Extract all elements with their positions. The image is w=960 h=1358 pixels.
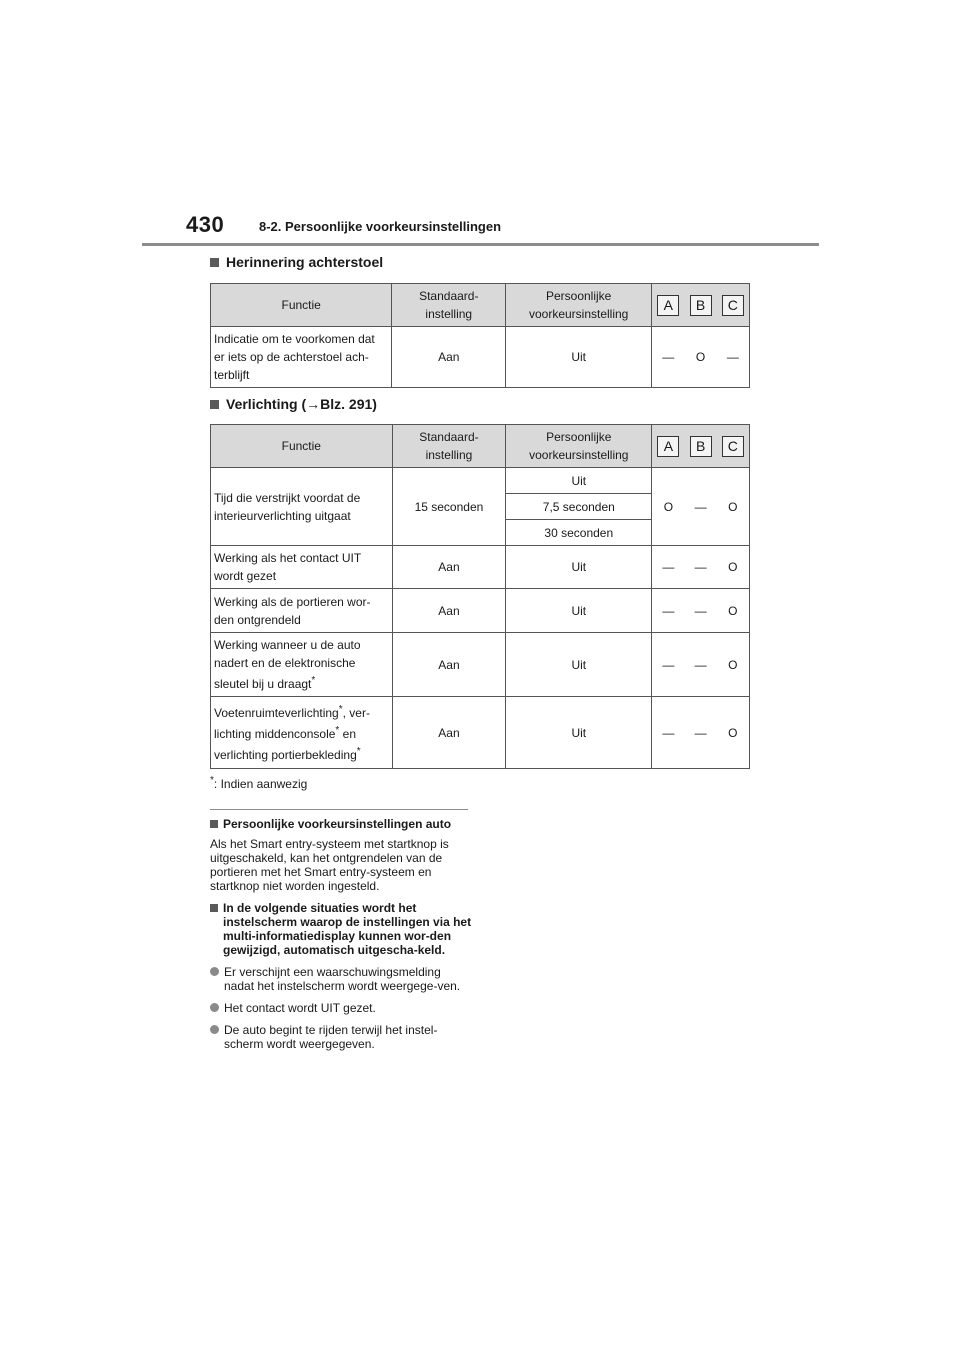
bullet-dot-icon bbox=[210, 1025, 219, 1034]
footnote-marker: * bbox=[311, 675, 316, 686]
col-persoonlijk: Persoonlijke voorkeursinstelling bbox=[506, 425, 652, 468]
square-bullet-icon bbox=[210, 258, 219, 267]
custom-cell: Uit bbox=[506, 697, 652, 769]
box-c: C bbox=[722, 436, 744, 457]
table-row bbox=[211, 633, 750, 697]
footnote-marker: * bbox=[338, 704, 343, 715]
b-value: — bbox=[694, 603, 707, 618]
a-value: — bbox=[662, 603, 675, 618]
abc-cell bbox=[652, 546, 750, 589]
table-header-row bbox=[211, 425, 750, 468]
section-path: 8-2. Persoonlijke voorkeursinstellingen bbox=[259, 219, 502, 234]
a-value: — bbox=[662, 657, 675, 672]
default-cell: Aan bbox=[392, 546, 506, 589]
square-bullet-icon bbox=[210, 400, 219, 409]
c-value: O bbox=[728, 657, 738, 672]
a-value: — bbox=[662, 350, 675, 364]
function-text: , ver-lichting middenconsole bbox=[214, 706, 370, 741]
c-value: O bbox=[728, 560, 738, 574]
list-item bbox=[210, 1023, 472, 1051]
box-a: A bbox=[657, 295, 679, 316]
section-heading-lighting bbox=[210, 396, 377, 412]
bullet-dot-icon bbox=[210, 1003, 219, 1012]
list-item-text: Er verschijnt een waarschuwingsmelding nadat het instelscherm wordt weergege-ven. bbox=[224, 965, 461, 993]
table-row bbox=[211, 327, 750, 388]
c-value: O bbox=[728, 499, 738, 514]
col-standaard: Standaard-instelling bbox=[392, 284, 506, 327]
function-text: en verlichting portierbekleding bbox=[214, 727, 357, 762]
default-cell: Aan bbox=[392, 327, 506, 388]
function-cell: Werking als het contact UIT wordt gezet bbox=[211, 546, 393, 589]
table-row bbox=[211, 697, 750, 769]
page-number: 430 bbox=[186, 212, 225, 237]
custom-cell: Uit bbox=[506, 327, 652, 388]
list-item bbox=[210, 1001, 472, 1015]
custom-cell: Uit bbox=[506, 589, 652, 633]
col-persoonlijk: Persoonlijke voorkeursinstelling bbox=[506, 284, 652, 327]
col-functie: Functie bbox=[211, 284, 392, 327]
default-cell: 15 seconden bbox=[392, 468, 506, 546]
default-cell: Aan bbox=[392, 633, 506, 697]
rear-seat-table bbox=[210, 283, 750, 388]
custom-cell: 7,5 seconden bbox=[506, 494, 652, 520]
custom-cell: 30 seconden bbox=[506, 520, 652, 546]
col-standaard: Standaard-instelling bbox=[392, 425, 506, 468]
default-cell: Aan bbox=[392, 697, 506, 769]
default-cell: Aan bbox=[392, 589, 506, 633]
abc-cell bbox=[652, 589, 750, 633]
heading-text: Verlichting (→Blz. 291) bbox=[226, 396, 377, 412]
custom-cell: Uit bbox=[506, 633, 652, 697]
footnote-marker: * bbox=[335, 725, 340, 736]
a-value: O bbox=[663, 499, 674, 514]
custom-cell: Uit bbox=[506, 468, 652, 494]
list-item-text: De auto begint te rijden terwijl het instel-scherm wordt weergegeven. bbox=[224, 1023, 438, 1051]
heading-text: Herinnering achterstoel bbox=[226, 254, 384, 270]
footnote-marker: * bbox=[210, 775, 214, 786]
table-row bbox=[211, 589, 750, 633]
lighting-table bbox=[210, 424, 750, 769]
b-value: — bbox=[694, 725, 707, 740]
footnote bbox=[210, 775, 307, 791]
function-text: Werking wanneer u de auto nadert en de elektronische sleutel bij u draagt bbox=[214, 638, 361, 691]
custom-cell: Uit bbox=[506, 546, 652, 589]
function-cell bbox=[211, 633, 393, 697]
table-row bbox=[211, 546, 750, 589]
box-b: B bbox=[690, 295, 712, 316]
notes-heading bbox=[210, 817, 472, 831]
notes-paragraph: Als het Smart entry-systeem met startknop is uitgeschakeld, kan het ontgrendelen van de portieren met het Smart entry-systeem en startknop niet worden ingesteld. bbox=[210, 837, 449, 893]
function-cell bbox=[211, 697, 393, 769]
c-value: O bbox=[728, 725, 738, 740]
abc-cell bbox=[652, 327, 750, 388]
function-text: Voetenruimteverlichting bbox=[214, 706, 339, 720]
col-abc bbox=[652, 425, 750, 468]
section-heading-rear-seat bbox=[210, 254, 383, 270]
function-cell: Indicatie om te voorkomen dat er iets op de achterstoel ach-terblijft bbox=[211, 327, 392, 388]
list-item-text: Het contact wordt UIT gezet. bbox=[224, 1001, 376, 1015]
table-header-row bbox=[211, 284, 750, 327]
square-bullet-icon bbox=[210, 904, 218, 912]
a-value: — bbox=[662, 560, 675, 574]
function-cell: Tijd die verstrijkt voordat de interieurverlichting uitgaat bbox=[211, 468, 393, 546]
c-value: O bbox=[728, 603, 738, 618]
b-value: O bbox=[695, 350, 706, 364]
square-bullet-icon bbox=[210, 820, 218, 828]
c-value: — bbox=[726, 350, 739, 364]
header-rule bbox=[142, 243, 819, 246]
notes-block bbox=[210, 817, 472, 1051]
abc-cell bbox=[652, 697, 750, 769]
notes-heading bbox=[210, 901, 472, 957]
notes-heading-text: Persoonlijke voorkeursinstellingen auto bbox=[223, 817, 452, 831]
col-abc bbox=[652, 284, 750, 327]
b-value: — bbox=[694, 657, 707, 672]
list-item bbox=[210, 965, 472, 993]
notes-rule bbox=[210, 809, 468, 810]
box-a: A bbox=[657, 436, 679, 457]
b-value: — bbox=[694, 560, 707, 574]
footnote-text: : Indien aanwezig bbox=[213, 777, 308, 791]
abc-cell bbox=[652, 633, 750, 697]
table-row bbox=[211, 468, 750, 494]
col-functie: Functie bbox=[211, 425, 393, 468]
footnote-marker: * bbox=[356, 746, 361, 757]
b-value: — bbox=[694, 499, 707, 514]
abc-cell bbox=[652, 468, 750, 546]
function-cell: Werking als de portieren wor-den ontgrendeld bbox=[211, 589, 393, 633]
notes-heading-text: In de volgende situaties wordt het instelscherm waarop de instellingen via het multi-informatiedisplay kunnen wor-den gewijzigd, automatisch uitgescha-keld. bbox=[223, 901, 472, 957]
bullet-dot-icon bbox=[210, 967, 219, 976]
a-value: — bbox=[662, 725, 675, 740]
box-c: C bbox=[722, 295, 744, 316]
box-b: B bbox=[690, 436, 712, 457]
